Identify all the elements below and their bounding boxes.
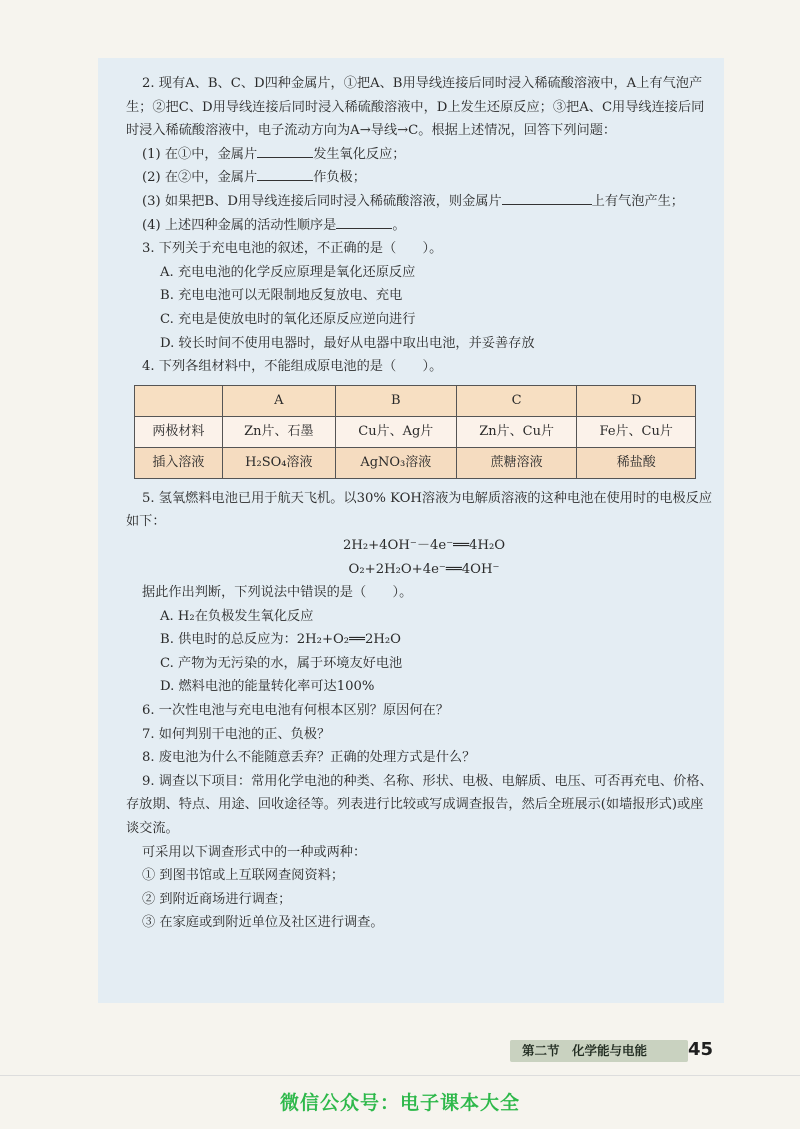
q2-sub2-a: (2) 在②中，金属片 [142, 170, 258, 186]
q3-option-a: A. 充电电池的化学反应原理是氧化还原反应 [160, 264, 416, 280]
materials-table [134, 385, 696, 479]
table-cell: 两极材料 [135, 416, 223, 447]
table-cell: Zn片、Cu片 [456, 416, 577, 447]
q2-sub2-b: 作负极； [313, 170, 366, 186]
q2-sub4-b: 。 [392, 217, 406, 233]
q3-option-d: D. 较长时间不使用电器时，最好从电器中取出电池，并妥善存放 [160, 335, 535, 351]
table-cell: Cu片、Ag片 [335, 416, 456, 447]
q2-sub1-b: 发生氧化反应； [313, 146, 406, 162]
q5-equation-1: 2H₂+4OH⁻－4e⁻══4H₂O [342, 537, 506, 553]
q2-sub3-b: 上有气泡产生； [591, 193, 684, 209]
table-header [135, 385, 223, 416]
q9-intro: 可采用以下调查形式中的一种或两种： [142, 844, 367, 860]
table-row [135, 416, 696, 447]
q3-stem: 3. 下列关于充电电池的叙述，不正确的是（ ）。 [142, 241, 443, 257]
table-cell: H₂SO₄溶液 [222, 447, 335, 478]
q9-method-1: ① 到图书馆或上互联网查阅资料； [142, 868, 345, 884]
q2-sub1 [126, 143, 714, 167]
table-cell: 稀盐酸 [577, 447, 696, 478]
watermark-text: 微信公众号：电子课本大全 [279, 1092, 520, 1114]
q3-option-c: C. 充电是使放电时的氧化还原反应逆向进行 [160, 311, 416, 327]
table-cell: AgNO₃溶液 [335, 447, 456, 478]
table-cell: 插入溶液 [135, 447, 223, 478]
q2-sub3-a: (3) 如果把B、D用导线连接后同时浸入稀硫酸溶液，则金属片 [142, 193, 502, 209]
table-header: B [335, 385, 456, 416]
q2-sub4-a: (4) 上述四种金属的活动性顺序是 [142, 217, 337, 233]
q2-text: 2. 现有A、B、C、D四种金属片，①把A、B用导线连接后同时浸入稀硫酸溶液中，A上有气泡产生；②把C、D用导线连接后同时浸入稀硫酸溶液中，D上发生还原反应；③把A、C用导线连接后同时浸入稀硫酸溶液中，电子流动方向为A→导线→C。根据上述情况，回答下列问题： [126, 76, 705, 139]
answer-blank [257, 143, 313, 158]
q5-option-a: A. H₂在负极发生氧化反应 [160, 608, 314, 624]
table-cell: Fe片、Cu片 [577, 416, 696, 447]
q9-method-3: ③ 在家庭或到附近单位及社区进行调查。 [142, 915, 384, 931]
divider [0, 1075, 800, 1076]
q5-judge: 据此作出判断，下列说法中错误的是（ ）。 [142, 585, 413, 601]
q6-text: 6. 一次性电池与充电电池有何根本区别？原因何在？ [142, 703, 449, 719]
q2-sub4 [126, 214, 714, 238]
answer-blank [502, 190, 592, 205]
table-header: C [456, 385, 577, 416]
answer-blank [336, 214, 392, 229]
exercise-content [126, 72, 714, 935]
q2-sub3 [126, 190, 714, 214]
q4-stem: 4. 下列各组材料中，不能组成原电池的是（ ）。 [142, 359, 443, 375]
page-number: 45 [688, 1039, 714, 1060]
q7-text: 7. 如何判别干电池的正、负极？ [142, 726, 331, 742]
q9-method-2: ② 到附近商场进行调查； [142, 891, 292, 907]
q5-stem: 5. 氢氧燃料电池已用于航天飞机。以30% KOH溶液为电解质溶液的这种电池在使用时的电极反应如下： [126, 490, 713, 530]
q5-option-b: B. 供电时的总反应为：2H₂+O₂══2H₂O [160, 632, 401, 648]
q5-option-c: C. 产物为无污染的水，属于环境友好电池 [160, 655, 403, 671]
table-header: D [577, 385, 696, 416]
q8-text: 8. 废电池为什么不能随意丢弃？正确的处理方式是什么？ [142, 750, 476, 766]
q5-option-d: D. 燃料电池的能量转化率可达100% [160, 679, 375, 695]
table-header: A [222, 385, 335, 416]
q5-equation-2: O₂+2H₂O+4e⁻══4OH⁻ [348, 561, 500, 577]
answer-blank [257, 166, 313, 181]
table-cell: 蔗糖溶液 [456, 447, 577, 478]
table-header-row [135, 385, 696, 416]
q3-option-b: B. 充电电池可以无限制地反复放电、充电 [160, 288, 403, 304]
q2-sub1-a: (1) 在①中，金属片 [142, 146, 258, 162]
table-cell: Zn片、石墨 [222, 416, 335, 447]
section-title: 第二节 化学能与电能 [522, 1043, 648, 1058]
table-row [135, 447, 696, 478]
q9-text: 9. 调查以下项目：常用化学电池的种类、名称、形状、电极、电解质、电压、可否再充电、价格、存放期、特点、用途、回收途径等。列表进行比较或写成调查报告，然后全班展示(如墙报形式)或座谈交流。 [126, 773, 713, 837]
q2-sub2 [126, 166, 714, 190]
